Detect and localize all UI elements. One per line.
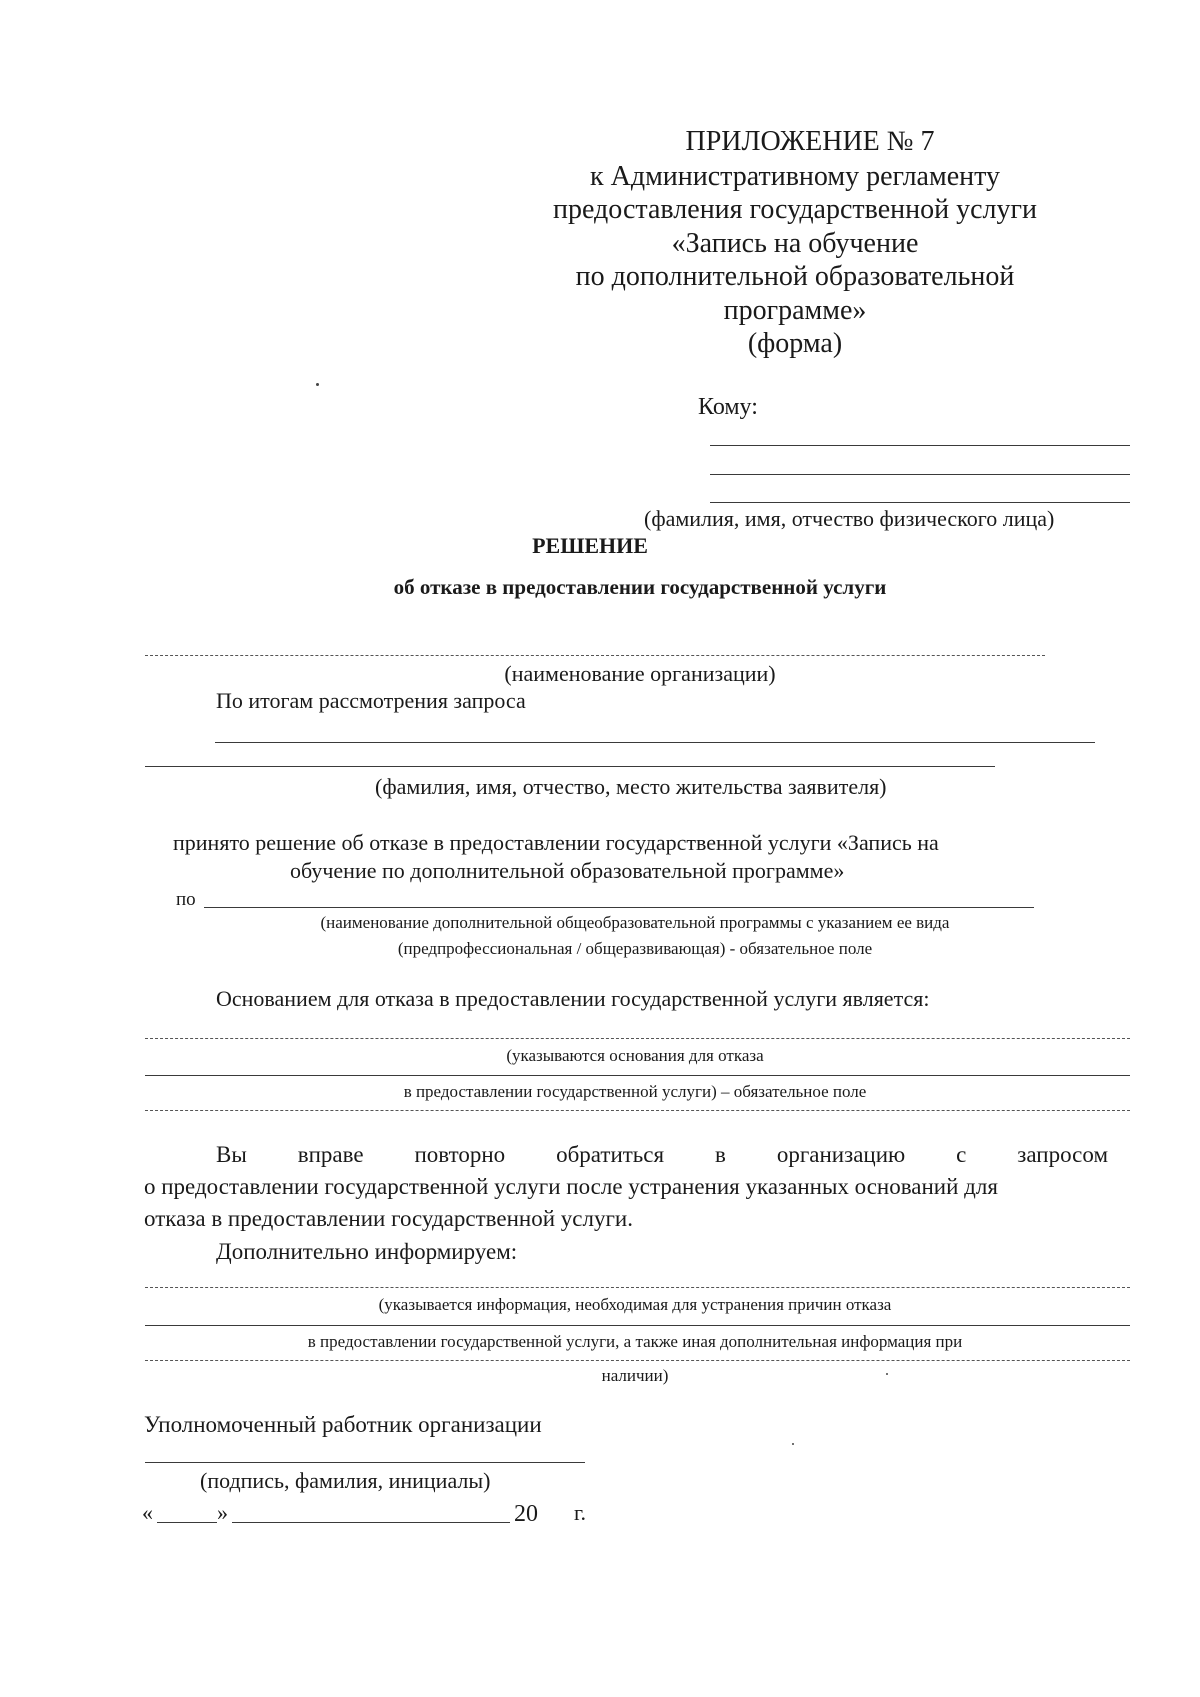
organization-line[interactable] xyxy=(145,655,1045,656)
header-line-service: предоставления государственной услуги xyxy=(553,194,1037,225)
date-open-quote: « xyxy=(142,1500,153,1525)
header-form-label: (форма) xyxy=(747,328,843,359)
date-year-prefix: 20 xyxy=(514,1501,538,1527)
extra-info-caption-3: наличии) xyxy=(601,1366,669,1385)
program-caption-2: (предпрофессиональная / общеразвивающая) - обязательное поле xyxy=(397,939,873,958)
header-line-service-name: «Запись на обучение xyxy=(671,228,919,259)
scan-speck xyxy=(886,1373,888,1375)
notice-word: в xyxy=(715,1142,726,1167)
statement-line-1: принято решение об отказе в предоставлении государственной услуги «Запись на xyxy=(173,830,939,855)
scan-speck xyxy=(792,1443,794,1445)
program-prefix: по xyxy=(176,889,196,910)
signature-caption: (подпись, фамилия, инициалы) xyxy=(200,1468,491,1493)
date-year-suffix: г. xyxy=(574,1500,587,1525)
addressee-caption: (фамилия, имя, отчество физического лица) xyxy=(644,506,1055,531)
decision-subtitle: об отказе в предоставлении государственной услуги xyxy=(393,575,887,599)
program-caption-1: (наименование дополнительной общеобразовательной программы с указанием ее вида xyxy=(320,913,950,932)
notice-word: Вы xyxy=(216,1142,247,1167)
notice-word: запросом xyxy=(1017,1142,1108,1167)
additional-info-label: Дополнительно информируем: xyxy=(216,1239,518,1264)
appendix-number: ПРИЛОЖЕНИЕ № 7 xyxy=(685,126,935,157)
signature-label: Уполномоченный работник организации xyxy=(144,1412,542,1437)
extra-info-line-2[interactable] xyxy=(145,1325,1130,1326)
addressee-line-3[interactable] xyxy=(710,502,1130,503)
header-line-program-end: программе» xyxy=(723,295,867,326)
notice-line-3: отказа в предоставлении государственной услуги. xyxy=(144,1206,633,1231)
notice-word: организацию xyxy=(776,1142,906,1167)
statement-line-2: обучение по дополнительной образовательной программе» xyxy=(290,858,845,883)
grounds-caption-1: (указываются основания для отказа xyxy=(506,1046,764,1065)
extra-info-line-1[interactable] xyxy=(145,1287,1130,1288)
notice-line-2: о предоставлении государственной услуги после устранения указанных оснований для xyxy=(144,1174,998,1199)
notice-word: обратиться xyxy=(556,1142,665,1167)
extra-info-caption-1: (указывается информация, необходимая для устранения причин отказа xyxy=(378,1295,892,1314)
notice-line-1 xyxy=(216,1143,1108,1166)
request-line-2[interactable] xyxy=(145,766,995,767)
extra-info-line-3[interactable] xyxy=(145,1360,1130,1361)
header-line-program: по дополнительной образовательной xyxy=(575,261,1015,292)
header-line-regulation: к Административному регламенту xyxy=(590,161,1000,192)
notice-word: вправе xyxy=(297,1142,364,1167)
grounds-line-1[interactable] xyxy=(145,1038,1130,1039)
scan-speck xyxy=(316,383,319,386)
signature-line[interactable] xyxy=(145,1462,585,1463)
extra-info-caption-2: в предоставлении государственной услуги, а также иная дополнительная информация при xyxy=(307,1332,963,1351)
request-line-1[interactable] xyxy=(215,742,1095,743)
grounds-caption-2: в предоставлении государственной услуги) – обязательное поле xyxy=(403,1082,867,1101)
date-day-field[interactable] xyxy=(157,1522,217,1523)
addressee-line-1[interactable] xyxy=(710,445,1130,446)
organization-caption: (наименование организации) xyxy=(504,661,776,686)
request-intro: По итогам рассмотрения запроса xyxy=(216,688,526,713)
date-close-quote: » xyxy=(217,1500,228,1525)
notice-word: с xyxy=(956,1142,967,1167)
date-month-field[interactable] xyxy=(232,1522,510,1523)
addressee-label: Кому: xyxy=(698,394,758,420)
applicant-caption: (фамилия, имя, отчество, место жительства заявителя) xyxy=(375,774,887,799)
grounds-line-2[interactable] xyxy=(145,1075,1130,1076)
addressee-line-2[interactable] xyxy=(710,474,1130,475)
grounds-line-3[interactable] xyxy=(145,1110,1130,1111)
program-line[interactable] xyxy=(204,907,1034,908)
decision-title: РЕШЕНИЕ xyxy=(532,533,648,558)
grounds-intro: Основанием для отказа в предоставлении государственной услуги является: xyxy=(216,986,930,1011)
notice-word: повторно xyxy=(414,1142,506,1167)
